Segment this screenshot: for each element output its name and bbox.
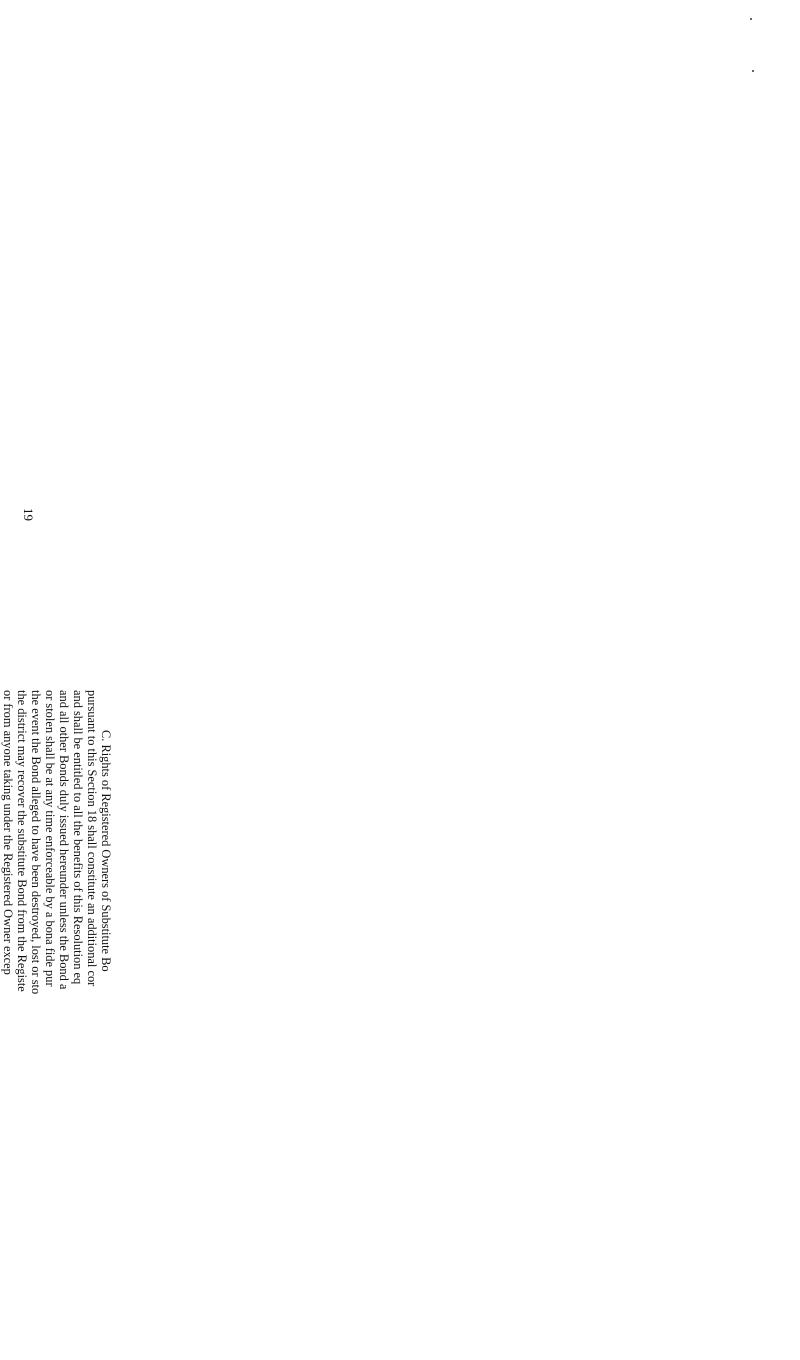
page-number: 19 (21, 508, 36, 521)
scan-speck (752, 70, 754, 72)
text-line: pursuant to this Section 18 shall constitute an additional cor (85, 690, 99, 987)
scan-speck (750, 18, 752, 20)
text-line: the event the Bond alleged to have been destroyed, lost or sto (29, 690, 43, 995)
text-line: or from anyone taking under the Registered Owner excep (1, 690, 15, 975)
rotated-text-block (0, 690, 112, 1360)
text-line: and shall be entitled to all the benefits of this Resolution eq (71, 690, 85, 985)
text-line: the district may recover the substitute Bond from the Registe (15, 690, 29, 992)
text-line: C. Rights of Registered Owners of Substitute Bo (99, 730, 113, 972)
text-line: or stolen shall be at any time enforceable by a bona fide pur (43, 690, 57, 987)
text-line: and all other Bonds duly issued hereunder unless the Bond a (57, 690, 71, 990)
text-lines (0, 690, 112, 1360)
